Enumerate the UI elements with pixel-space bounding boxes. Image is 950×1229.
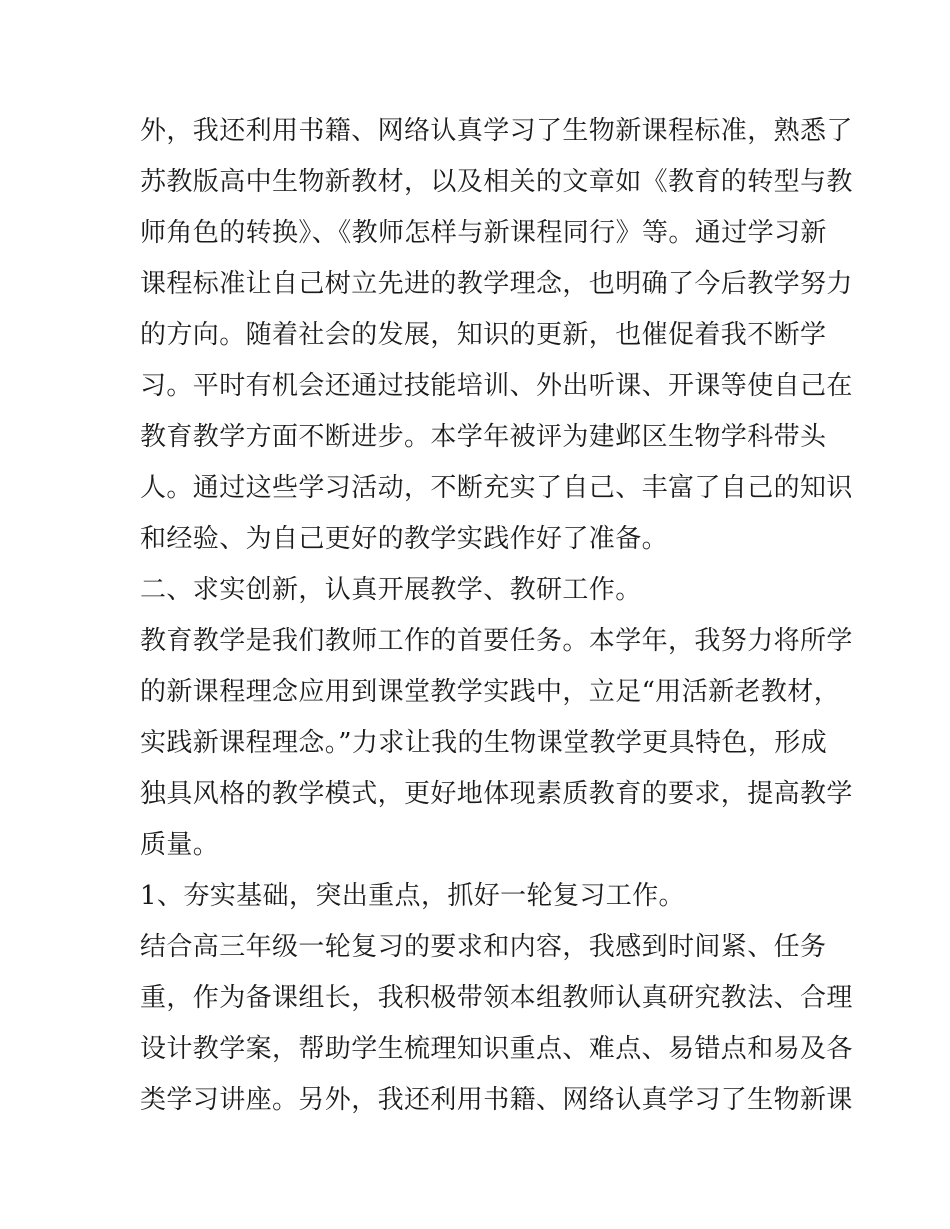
text-line: 课程标准让自己树立先进的教学理念，也明确了今后教学努力 (140, 269, 853, 299)
text-line: 设计教学案，帮助学生梳理知识重点、难点、易错点和易及各 (140, 1034, 853, 1064)
text-line: 教育教学方面不断进步。本学年被评为建邺区生物学科带头 (140, 422, 827, 452)
text-line: 重，作为备课组长，我积极带领本组教师认真研究教法、合理 (140, 983, 853, 1013)
text-line: 独具风格的教学模式，更好地体现素质教育的要求，提高教学 (140, 779, 853, 809)
text-line: 习。平时有机会还通过技能培训、外出听课、开课等使自己在 (140, 371, 853, 401)
text-line: 教育教学是我们教师工作的首要任务。本学年，我努力将所学 (140, 626, 853, 656)
text-line: 实践新课程理念。”力求让我的生物课堂教学更具特色，形成 (140, 728, 828, 758)
text-line: 的方向。随着社会的发展，知识的更新，也催促着我不断学 (140, 320, 827, 350)
text-line: 的新课程理念应用到课堂教学实践中，立足“用活新老教材， (140, 677, 841, 707)
text-line: 类学习讲座。另外，我还利用书籍、网络认真学习了生物新课 (140, 1085, 853, 1115)
text-line: 人。通过这些学习活动，不断充实了自己、丰富了自己的知识 (140, 473, 853, 503)
text-line: 结合高三年级一轮复习的要求和内容，我感到时间紧、任务 (140, 932, 827, 962)
text-line: 质量。 (140, 830, 220, 860)
document-body (140, 106, 853, 1126)
text-line: 师角色的转换》、《教师怎样与新课程同行》等。通过学习新 (140, 218, 827, 248)
subsection-heading: 1、夯实基础，突出重点，抓好一轮复习工作。 (140, 881, 685, 911)
text-line: 苏教版高中生物新教材，以及相关的文章如《教育的转型与教 (140, 167, 853, 197)
text-line: 和经验、为自己更好的教学实践作好了准备。 (140, 524, 669, 554)
section-heading: 二、求实创新，认真开展教学、教研工作。 (140, 575, 642, 605)
text-line: 外，我还利用书籍、网络认真学习了生物新课程标准，熟悉了 (140, 116, 853, 146)
